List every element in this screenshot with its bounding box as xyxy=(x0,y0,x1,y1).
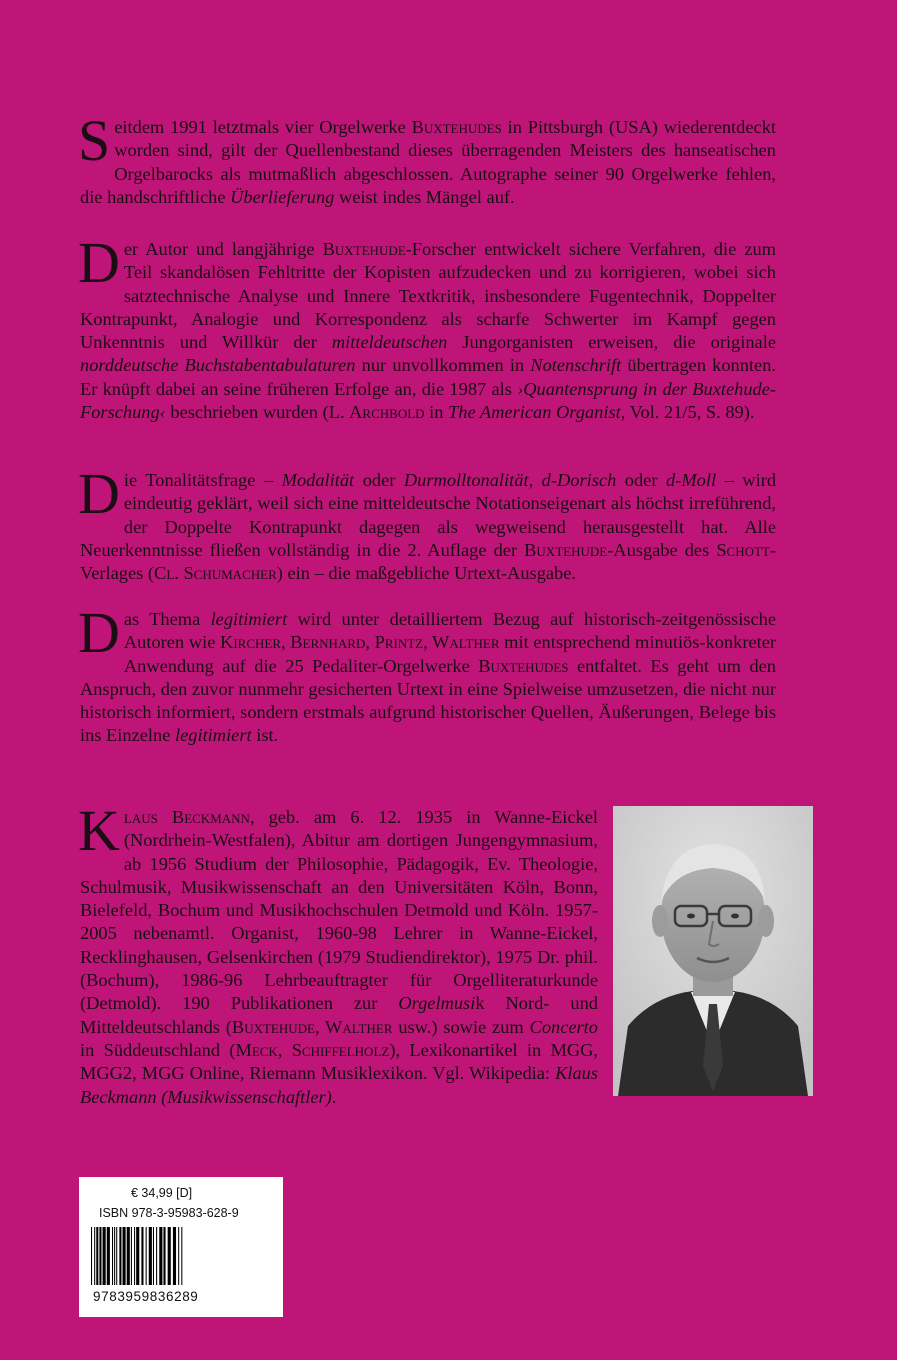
author-photo xyxy=(613,806,813,1096)
barcode-bar xyxy=(107,1227,110,1285)
drop-cap: S xyxy=(78,108,111,173)
price-label: € 34,99 [D] xyxy=(131,1186,193,1200)
barcode-bar xyxy=(123,1227,126,1285)
barcode-bar xyxy=(173,1227,176,1285)
barcode-bar xyxy=(146,1227,147,1285)
barcode-bar xyxy=(114,1227,115,1285)
barcode-bar xyxy=(131,1227,132,1285)
drop-cap: D xyxy=(78,600,120,665)
drop-cap: D xyxy=(78,461,120,526)
author-bio: Klaus Beckmann, geb. am 6. 12. 1935 in Wanne-Eickel (Nordrhein-Westfalen), Abitur am dortigen Jungengymnasium, ab 1956 Studium der Philosophie, Pädagogik, Ev. Theologie, Schulmusik, Musikwissenschaft an den Universitäten Köln, Bonn, Bielefeld, Bochum und Musikhochschulen Detmold und Köln. 1957-2005 nebenamtl. Organist, 1960-98 Lehrer in Wanne-Eickel, Recklinghausen, Gelsenkirchen (1979 Studiendirektor), 1975 Dr. phil. (Bochum), 1986-96 Lehrbeauftragter für Orgelliteraturkunde (Detmold). 190 Publikationen zur Orgelmusik Nord- und Mitteldeutschlands (Buxtehude, Walther usw.) sowie zum Concerto in Süddeutschland (Meck, Schiffelholz), Lexikonartikel in MGG, MGG2, MGG Online, Riemann Musiklexikon. Vgl. Wikipedia: Klaus Beckmann (Musikwissenschaftler). xyxy=(78,798,598,1107)
barcode xyxy=(89,1227,273,1285)
barcode-bar xyxy=(119,1227,121,1285)
barcode-bar xyxy=(141,1227,143,1285)
barcode-bar xyxy=(178,1227,179,1285)
barcode-bar xyxy=(136,1227,139,1285)
intro-paragraph: Seitdem 1991 letztmals vier Orgelwerke Buxtehudes in Pittsburgh (USA) wiederentdeckt worden sind, gilt der Quellenbestand dieses überragenden Meisters des hanseatischen Orgelbarocks als mutmaßlich abgeschlossen. Autographe seiner 90 Orgelwerke fehlen, die handschriftliche Überlieferung weist indes Mängel auf. xyxy=(78,108,776,207)
tonality-paragraph: Die Tonalitätsfrage – Modalität oder Durmolltonalität, d-Dorisch oder d-Moll – wird eindeutig geklärt, weil sich eine mitteldeutsche Notationseigenart als höchst irreführend, der Doppelte Kontrapunkt dagegen als wegweisend herausgestellt hat. Alle Neuerkenntnisse fließen vollständig in die 2. Auflage der Buxtehude-Ausgabe des Schott-Verlages (Cl. Schumacher) ein – die maßgebliche Urtext-Ausgabe. xyxy=(78,461,777,584)
drop-cap: D xyxy=(78,230,120,295)
barcode-bar xyxy=(153,1227,154,1285)
portrait-illustration xyxy=(613,806,813,1096)
barcode-bar xyxy=(149,1227,152,1285)
barcode-bar xyxy=(103,1227,106,1285)
barcode-bar xyxy=(116,1227,117,1285)
barcode-bar xyxy=(134,1227,135,1285)
price-barcode-box xyxy=(79,1177,283,1317)
performance-practice-paragraph: Das Thema legitimiert wird unter detailliertem Bezug auf historisch-zeitgenössische Autoren wie Kircher, Bernhard, Printz, Walther mit entsprechend minutiös-konkreter Anwendung auf die 25 Pedaliter-Orgelwerke Buxtehudes entfaltet. Es geht um den Anspruch, den zuvor nunmehr gesicherten Urtext in eine Spielweise umzusetzen, die nicht nur historisch informiert, sondern erstmals aufgrund historischer Quellen, Äußerungen, Belege bis ins Einzelne legitimiert ist. xyxy=(78,600,776,746)
author-method-paragraph: Der Autor und langjährige Buxtehude-Forscher entwickelt sichere Verfahren, die zum Teil skandalösen Fehltritte der Kopisten aufzudecken und zu korrigieren, wobei sich satztechnische Analyse und Innere Textkritik, insbesondere Fugentechnik, Doppelter Kontrapunkt, Analogie und Korrespondenz als scharfe Schwerter im Kampf gegen Unkenntnis und Willkür der mitteldeutschen Jungorganisten erweisen, die originale norddeutsche Buchstabentabulaturen nur unvollkommen in Notenschrift übertragen konnten. Er knüpft dabei an seine früheren Erfolge an, die 1987 als ›Quantensprung in der Buxtehude-Forschung‹ beschrieben wurden (L. Archbold in The American Organist, Vol. 21/5, S. 89). xyxy=(78,230,777,423)
barcode-number: 9783959836289 xyxy=(93,1289,199,1304)
barcode-bar xyxy=(127,1227,130,1285)
barcode-bar xyxy=(91,1227,92,1285)
isbn-label: ISBN 978-3-95983-628-9 xyxy=(99,1206,239,1220)
barcode-bar xyxy=(112,1227,113,1285)
barcode-bar xyxy=(99,1227,101,1285)
drop-cap: K xyxy=(78,798,120,863)
barcode-bar xyxy=(156,1227,157,1285)
barcode-bar xyxy=(168,1227,171,1285)
barcode-bar xyxy=(163,1227,165,1285)
barcode-bar xyxy=(94,1227,95,1285)
barcode-bar xyxy=(159,1227,162,1285)
barcode-bar xyxy=(181,1227,182,1285)
barcode-bar xyxy=(96,1227,98,1285)
